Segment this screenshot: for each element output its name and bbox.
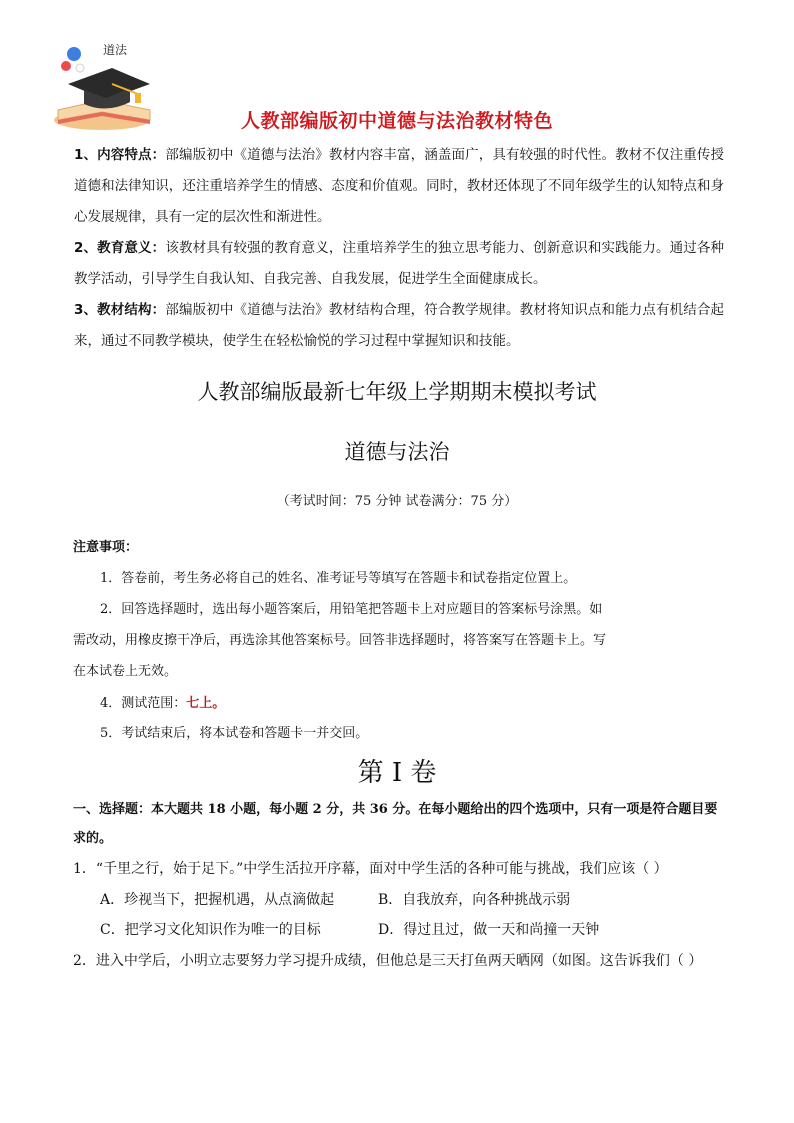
note-2-line-3: 在本试卷上无效。: [73, 664, 178, 679]
section-heading: 一、选择题：本大题共 18 小题，每小题 2 分，共 36 分。在每小题给出的四个选项中，只有一项是符合题目要求的。: [73, 802, 718, 846]
note-4-scope: 七上。: [186, 696, 226, 711]
notes-heading: 注意事项：: [73, 540, 139, 555]
intro-text-1: 部编版初中《道德与法治》教材内容丰富，涵盖面广，具有较强的时代性。教材不仅注重传授道德和法律知识，还注重培养学生的情感、态度和价值观。同时，教材还体现了不同年级学生的认知特点和身心发展规律，具有一定的层次性和渐进性。: [74, 147, 724, 225]
question-1-option-c: C．把学习文化知识作为唯一的目标: [100, 922, 321, 938]
volume-heading: 第 I 卷: [357, 758, 437, 788]
note-4: [100, 692, 225, 711]
intro-text-3: 部编版初中《道德与法治》教材结构合理，符合教学规律。教材将知识点和能力点有机结合起来，通过不同教学模块，使学生在轻松愉悦的学习过程中掌握知识和技能。: [74, 302, 724, 349]
question-1-option-a: A．珍视当下，把握机遇，从点滴做起: [100, 892, 335, 908]
subject-title: 道德与法治: [344, 440, 450, 464]
question-1-option-d: D．得过且过，做一天和尚撞一天钟: [378, 922, 600, 938]
intro-paragraph-1: [74, 140, 724, 233]
intro-label-1: 1、内容特点：: [74, 147, 166, 163]
logo-label: 道法: [103, 43, 128, 57]
note-1: 1．答卷前，考生务必将自己的姓名、准考证号等填写在答题卡和试卷指定位置上。: [100, 571, 577, 586]
intro-text-2: 该教材具有较强的教育意义，注重培养学生的独立思考能力、创新意识和实践能力。通过各种教学活动，引导学生自我认知、自我完善、自我发展，促进学生全面健康成长。: [74, 240, 724, 287]
intro-paragraph-2: [74, 233, 724, 295]
note-4-prefix: 4．测试范围：: [100, 696, 187, 711]
question-2: 2．进入中学后，小明立志要努力学习提升成绩，但他总是三天打鱼两天晒网（如图。这告诉我们（ ）: [73, 953, 703, 969]
question-1-option-b: B．自我放弃，向各种挑战示弱: [378, 892, 571, 908]
intro-paragraph-3: [74, 295, 724, 357]
note-5: 5．考试结束后，将本试卷和答题卡一并交回。: [100, 726, 369, 741]
intro-label-3: 3、教材结构：: [74, 302, 166, 318]
question-1: 1．“千里之行，始于足下。”中学生活拉开序幕，面对中学生活的各种可能与挑战，我们应该（ ）: [73, 861, 668, 877]
exam-time-info: （考试时间：75 分钟 试卷满分：75 分）: [276, 494, 518, 509]
exam-title: 人教部编版最新七年级上学期期末模拟考试: [197, 380, 597, 404]
note-2-line-1: 2．回答选择题时，选出每小题答案后，用铅笔把答题卡上对应题目的答案标号涂黑。如: [100, 602, 603, 617]
intro-label-2: 2、教育意义：: [74, 240, 166, 256]
note-2-line-2: 需改动，用橡皮擦干净后，再选涂其他答案标号。回答非选择题时，将答案写在答题卡上。写: [73, 633, 607, 648]
banner-title: 人教部编版初中道德与法治教材特色: [240, 110, 553, 132]
